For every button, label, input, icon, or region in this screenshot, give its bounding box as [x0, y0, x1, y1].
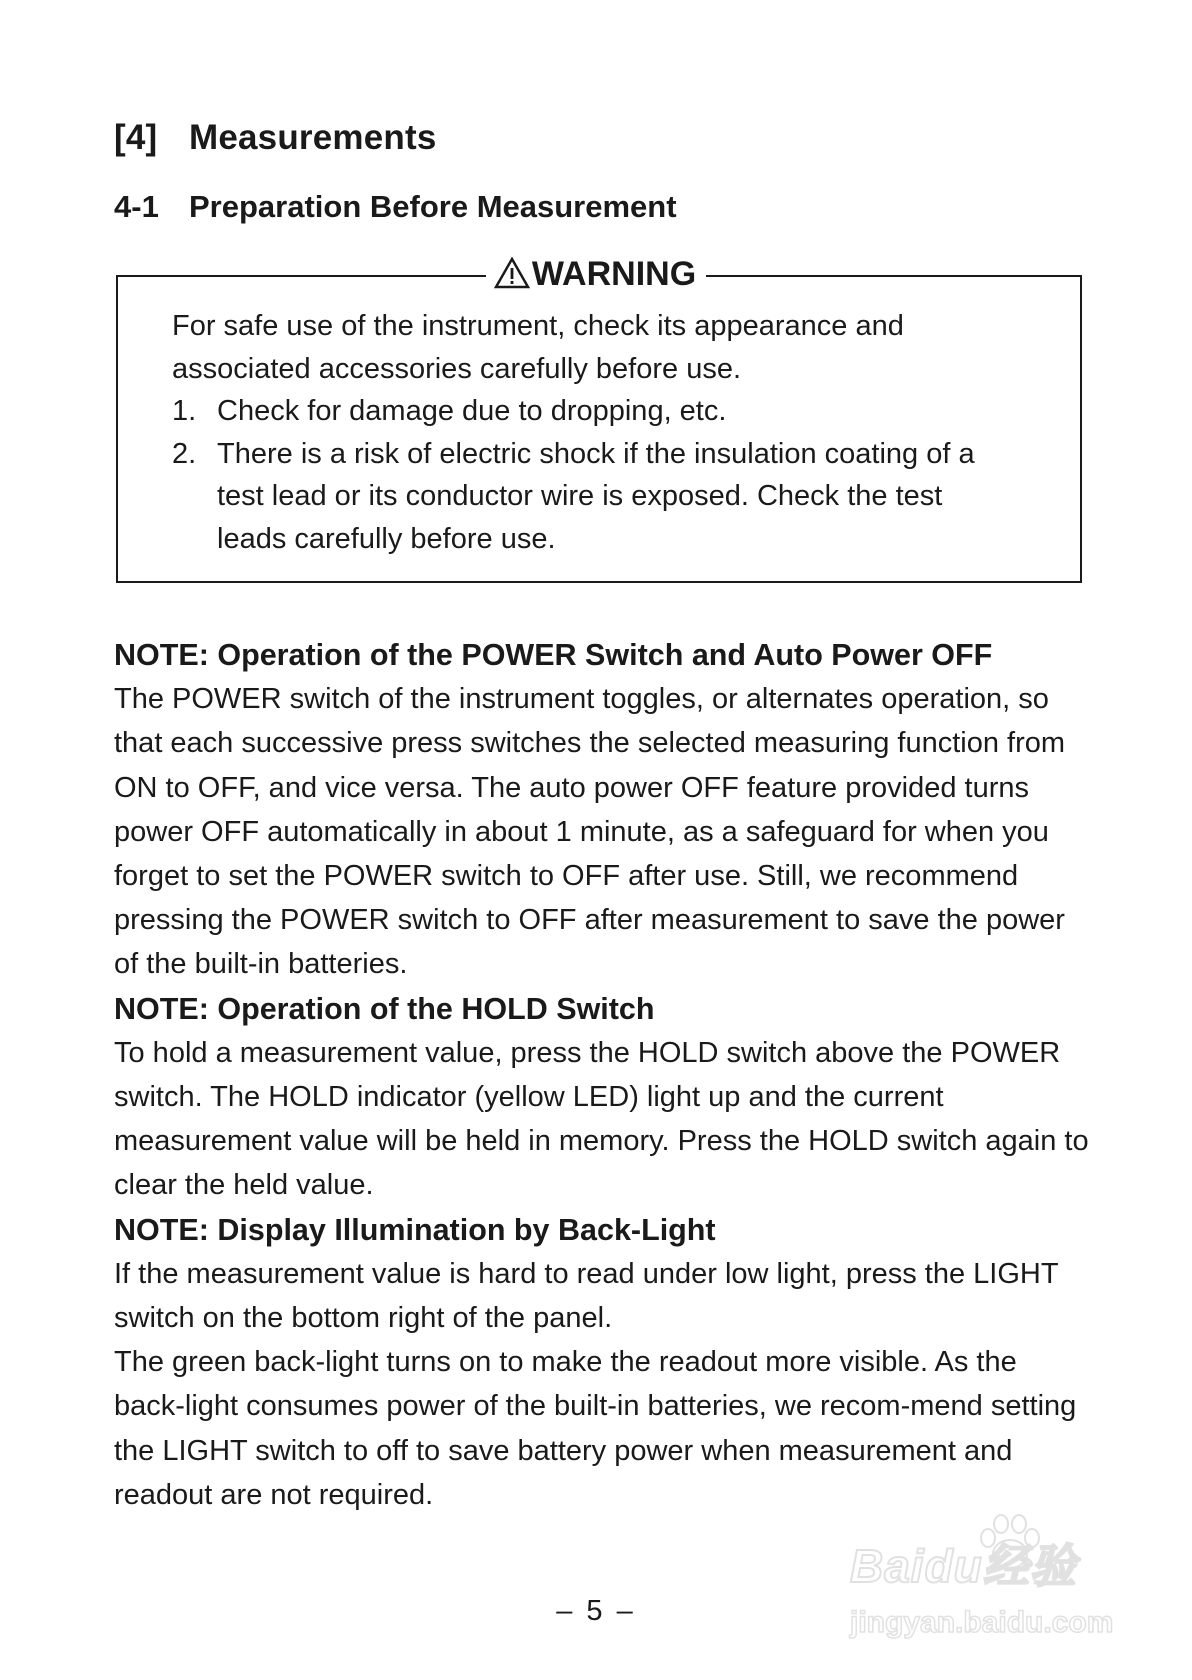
watermark-url: jingyan.baidu.com: [850, 1606, 1114, 1639]
note-paragraph: If the measurement value is hard to read under low light, press the LIGHT switch on the bottom right of the panel.: [114, 1257, 1059, 1335]
subsection-heading: [114, 189, 677, 225]
warning-item-number: 2.: [172, 437, 197, 470]
warning-item-1: [172, 390, 1052, 433]
warning-title-text: WARNING: [531, 255, 697, 293]
note-paragraph: The POWER switch of the instrument toggles, or alternates operation, so that each successive press switches the selected measuring function from ON to OFF, and vice versa. The auto power OFF feature provided turns power OFF automatically in about 1 minute, as a safeguard for when you forget to set the POWER switch to OFF after use. Still, we recommend pressing the POWER switch to OFF after measurement to save the power of the built-in batteries.: [114, 683, 1066, 981]
section-number: [4]: [114, 118, 158, 157]
watermark-logo: Baidu经验: [850, 1540, 1077, 1592]
page-number: – 5 –: [556, 1595, 636, 1627]
warning-body: [172, 305, 1052, 560]
warning-item-2: [172, 433, 1052, 561]
note-power-switch: [114, 633, 1094, 987]
subsection-title: Preparation Before Measurement: [189, 189, 677, 224]
baidu-watermark: [850, 1530, 1140, 1660]
note-heading: NOTE: Operation of the HOLD Switch: [114, 991, 655, 1026]
warning-item-number: 1.: [172, 395, 197, 427]
warning-item-text: There is a risk of electric shock if the insulation coating of a test lead or its conductor wire is exposed. Check the test leads carefully before use.: [217, 437, 975, 555]
warning-item-text: Check for damage due to dropping, etc.: [217, 395, 727, 427]
section-heading: [114, 118, 437, 158]
note-back-light: [114, 1208, 1094, 1517]
section-title: Measurements: [189, 118, 437, 157]
warning-list: [172, 390, 1052, 560]
notes-section: [114, 633, 1094, 1517]
subsection-number: 4-1: [114, 189, 159, 224]
note-heading: NOTE: Operation of the POWER Switch and Auto Power OFF: [114, 638, 993, 672]
note-hold-switch: [114, 987, 1094, 1208]
warning-intro: For safe use of the instrument, check its appearance and associated accessories carefully before use.: [172, 310, 904, 385]
note-paragraph: The green back-light turns on to make the readout more visible. As the back-light consumes power of the built-in batteries, we recom-mend setting the LIGHT switch to off to save battery power when measurement and readout are not required.: [114, 1346, 1077, 1511]
note-heading: NOTE: Display Illumination by Back-Light: [114, 1212, 716, 1247]
note-paragraph: To hold a measurement value, press the HOLD switch above the POWER switch. The HOLD indicator (yellow LED) light up and the current measurement value will be held in memory. Press the HOLD switch again to clear the held value.: [114, 1036, 1089, 1202]
